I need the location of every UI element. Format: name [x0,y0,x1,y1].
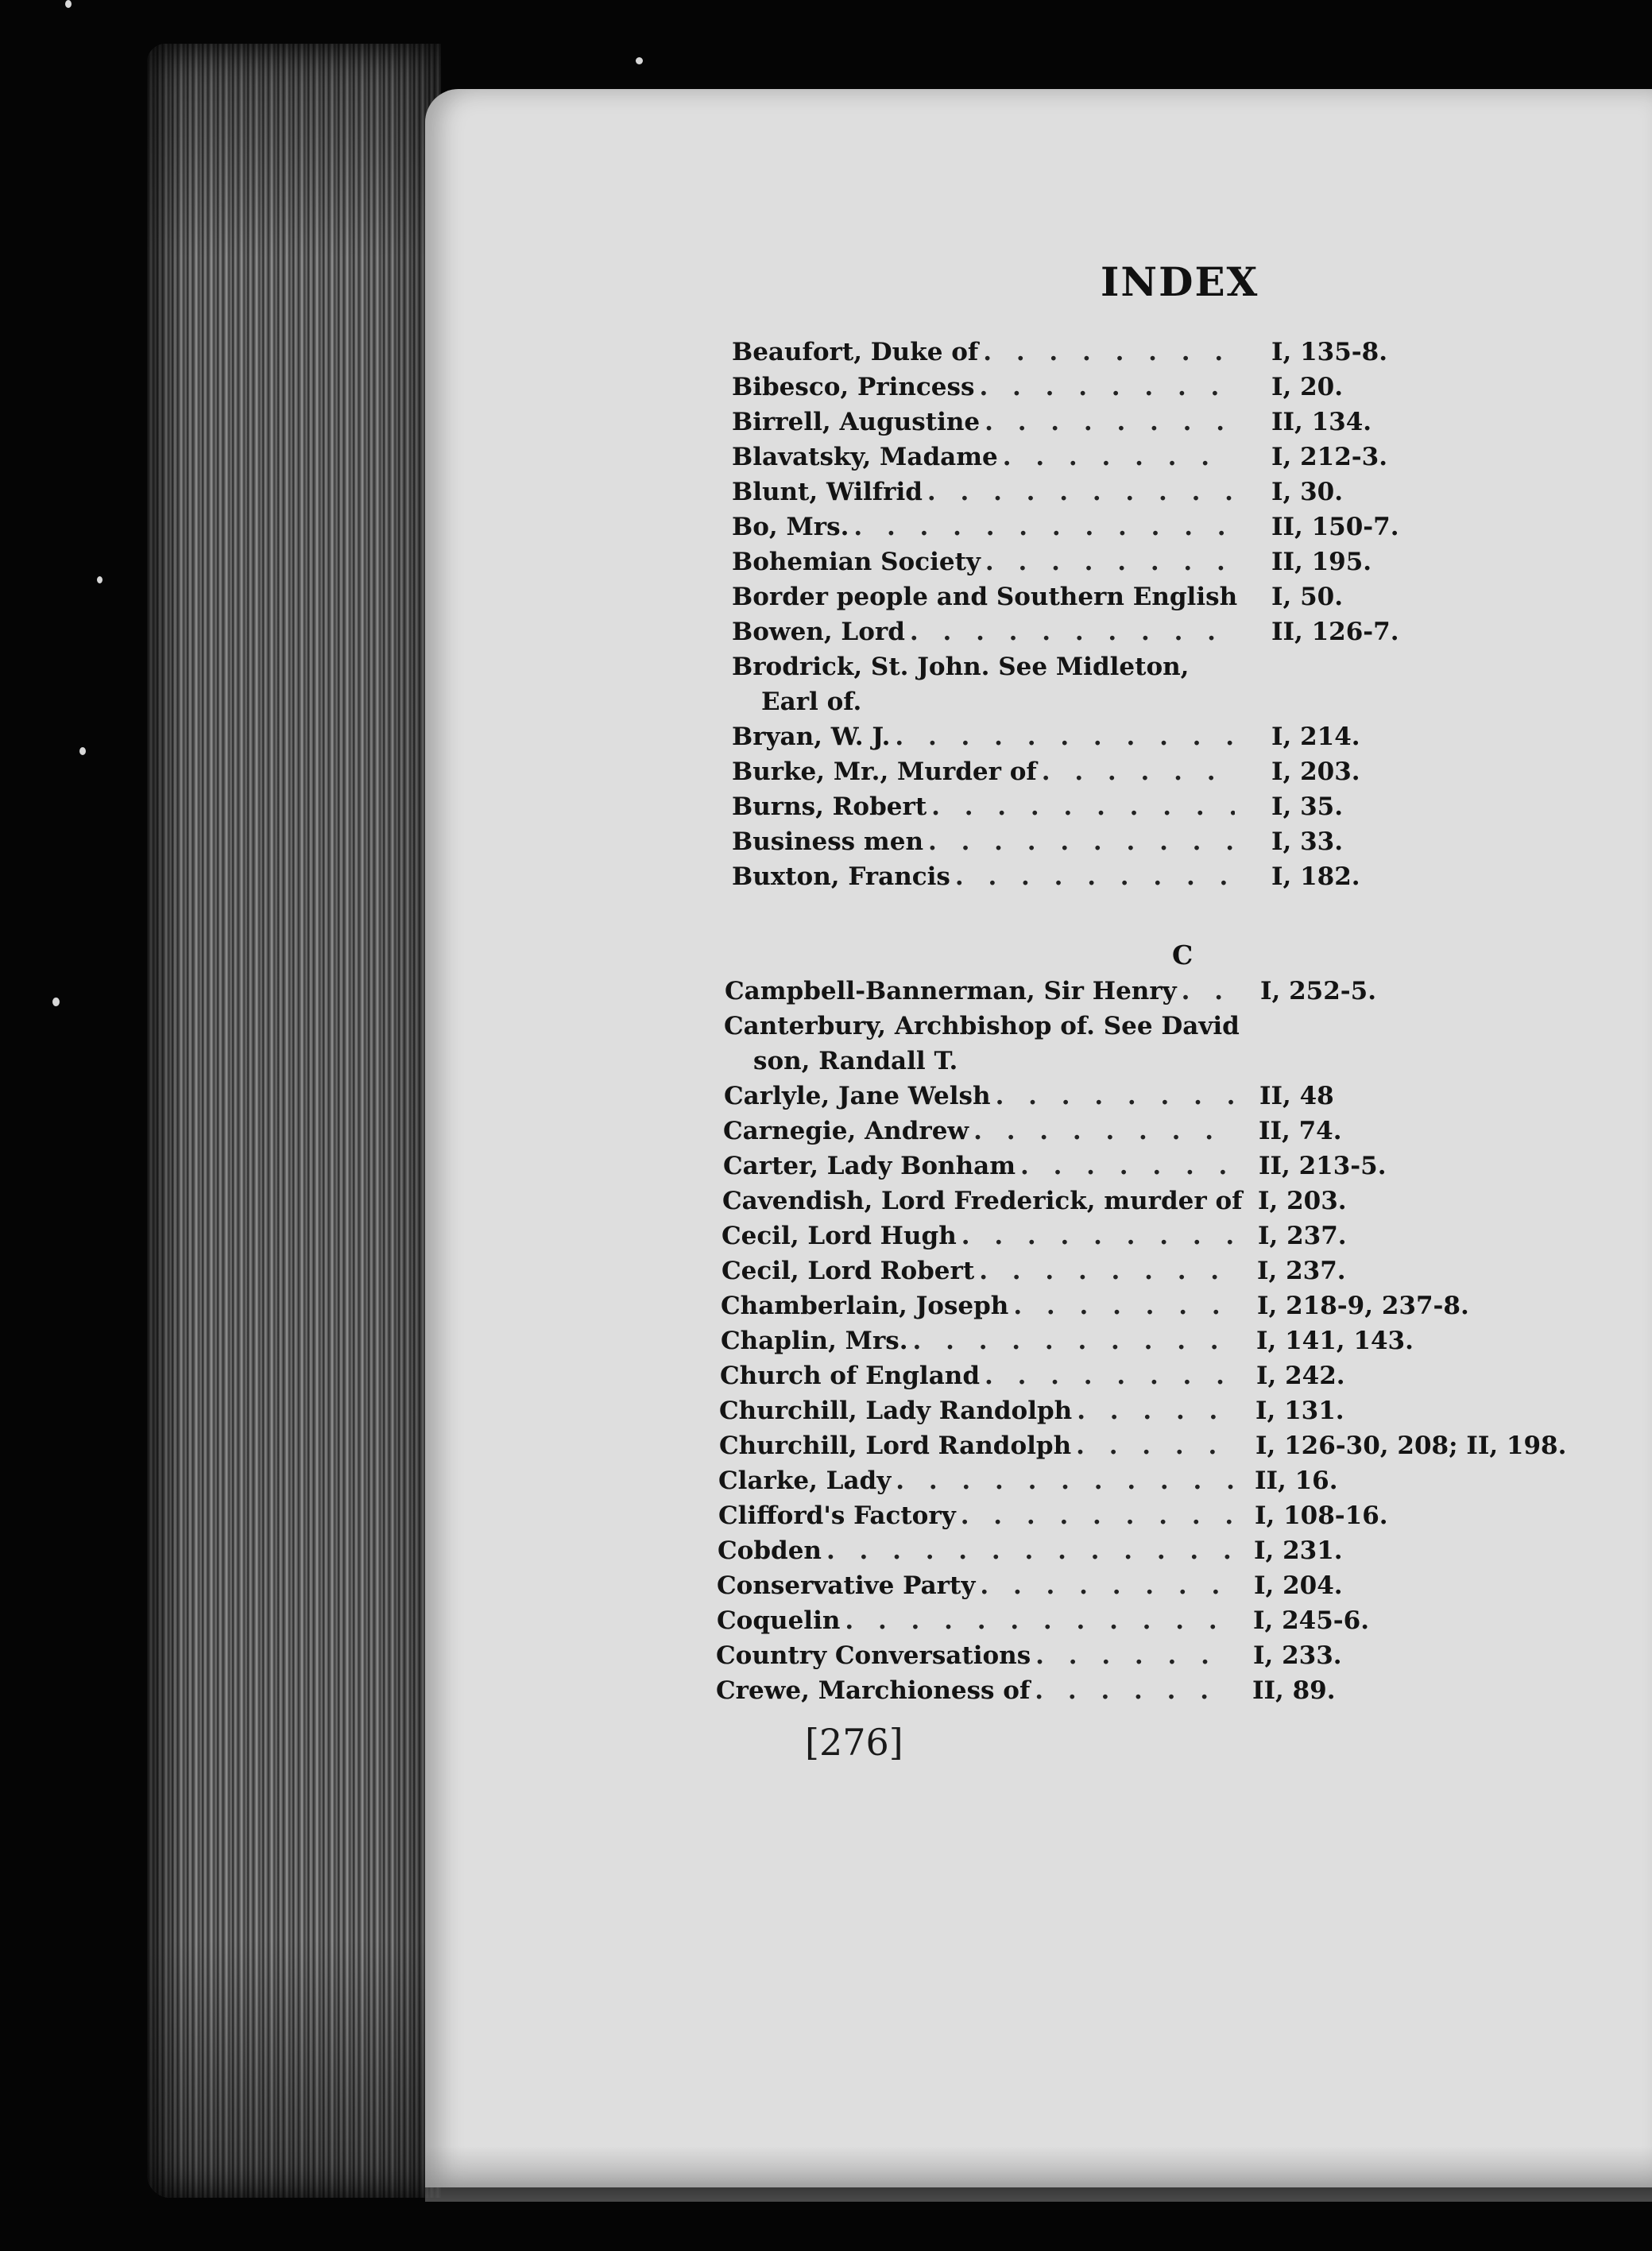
dot-leader [927,480,1235,505]
index-entry-reference: II, 134. [1271,408,1372,436]
dot-leader [973,1119,1235,1144]
index-entry [722,1224,1240,1249]
index-entry [722,1259,1240,1284]
section-letter: C [1172,940,1194,971]
index-entry [719,1434,1240,1459]
dot-leader [1035,1644,1235,1668]
dot-leader [961,1504,1235,1528]
index-entry-reference: I, 141, 143. [1256,1327,1414,1355]
index-entry-name: Coquelin [717,1606,841,1635]
index-entry-reference: I, 131. [1255,1397,1344,1425]
page-title: INDEX [1101,258,1259,305]
index-entry-reference: I, 237. [1257,1257,1346,1285]
index-entry-reference: II, 16. [1255,1466,1338,1495]
index-entry [724,1014,1240,1039]
index-entry-name: Bohemian Society [732,548,981,576]
index-entry-name: Border people and Southern English [732,583,1238,611]
index-entry-reference: II, 150-7. [1271,513,1399,541]
index-entry-reference: I, 108-16. [1255,1501,1388,1530]
index-entry-name: Bryan, W. J. [732,723,891,751]
index-entry [724,1084,1240,1109]
index-entry-reference: I, 33. [1271,827,1344,856]
index-entry-name: Chamberlain, Joseph [721,1292,1009,1320]
index-entry-name: Clifford's Factory [718,1501,956,1530]
dot-leader [979,1259,1235,1284]
dot-leader [985,410,1235,435]
index-entry [716,1676,1240,1705]
index-entry [720,1364,1240,1389]
index-entry-name: Cobden [718,1536,822,1565]
dot-leader [913,1329,1235,1354]
dot-leader [1182,979,1235,1004]
index-entry [718,1536,1240,1565]
index-entry [732,620,1240,645]
index-entry [732,585,1240,610]
index-entry-name: Cecil, Lord Hugh [722,1222,957,1250]
index-entry-reference: I, 233. [1253,1641,1342,1670]
index-entry [721,1329,1240,1354]
dot-leader [895,725,1235,750]
index-entry-name: Blunt, Wilfrid [732,478,923,506]
index-entry [716,1641,1240,1670]
index-entry [721,1294,1240,1319]
dot-leader [1035,1679,1235,1703]
index-entry-name: Campbell-Bannerman, Sir Henry [725,977,1177,1005]
index-entry [732,445,1240,470]
index-entry [732,725,1240,750]
index-entry-reference: I, 231. [1254,1536,1343,1565]
index-entry-reference: II, 89. [1252,1676,1336,1705]
index-entry [732,550,1240,575]
index-entry [732,827,1240,856]
index-entry-name: Beaufort, Duke of [732,338,979,366]
dot-leader [961,1224,1235,1249]
index-entry [732,410,1240,435]
index-entry-reference: I, 30. [1271,478,1344,506]
index-entry-name: Burns, Robert [732,792,927,821]
dot-leader [853,515,1235,540]
index-entry [719,1399,1240,1424]
dot-leader [983,340,1235,365]
dot-leader [910,620,1235,645]
dot-leader [845,1609,1235,1633]
index-entry [725,979,1240,1004]
dot-leader [928,830,1235,854]
index-entry [723,1119,1240,1144]
index-entry [717,1606,1240,1635]
index-entry [732,375,1240,400]
index-entry-name: Churchill, Lord Randolph [719,1432,1072,1460]
dot-leader [1042,760,1235,785]
index-entry-reference: I, 218-9, 237-8. [1257,1292,1469,1320]
index-entry [732,480,1240,505]
index-entry [723,1154,1240,1179]
index-entry-name: Church of England [720,1362,981,1390]
index-entry-reference: I, 204. [1254,1571,1343,1600]
dot-leader [1003,445,1235,470]
dot-leader [979,375,1235,400]
index-entry-reference: I, 242. [1256,1362,1345,1390]
index-entry-name: Carlyle, Jane Welsh [724,1082,991,1110]
dot-leader [980,1574,1235,1598]
index-entry-continuation: son, Randall T. [753,1047,958,1075]
index-entry-reference: II, 195. [1271,548,1372,576]
index-entry [718,1501,1240,1530]
dot-leader [955,865,1235,889]
index-entry [732,792,1240,821]
dot-leader [1077,1399,1235,1424]
index-entry [732,757,1240,786]
index-entry-reference: II, 74. [1259,1117,1342,1145]
index-entry [732,862,1240,891]
index-entry-reference: I, 182. [1271,862,1360,891]
index-entry [732,340,1240,365]
index-entry-name: Crewe, Marchioness of [716,1676,1031,1705]
dot-leader [985,1364,1235,1389]
index-entry-reference: I, 245-6. [1253,1606,1370,1635]
index-entry-reference: I, 126-30, 208; II, 198. [1255,1432,1567,1460]
index-entry-reference: II, 213-5. [1259,1152,1387,1180]
dot-leader [826,1539,1235,1563]
index-entry-reference: I, 237. [1258,1222,1347,1250]
index-entry-name: Burke, Mr., Murder of [732,757,1037,786]
index-entry-name: Conservative Party [717,1571,976,1600]
dot-leader [931,795,1235,819]
index-entry-reference: II, 126-7. [1271,618,1399,646]
index-entry-name: Canterbury, Archbishop of. See David [724,1012,1240,1040]
dot-leader [1013,1294,1235,1319]
index-entry-name: Blavatsky, Madame [732,443,998,471]
index-entry-reference: I, 212-3. [1271,443,1388,471]
index-entry-name: Cavendish, Lord Frederick, murder of [722,1187,1243,1215]
index-entry-name: Churchill, Lady Randolph [719,1397,1073,1425]
index-entry-name: Clarke, Lady [718,1466,892,1495]
index-entry-reference: I, 214. [1271,723,1360,751]
index-entry-reference: I, 203. [1258,1187,1347,1215]
index-entry-reference: I, 50. [1271,583,1344,611]
index-entry [732,655,1189,680]
dot-leader [996,1084,1235,1109]
index-entry [732,515,1240,540]
index-entry-name: Carnegie, Andrew [723,1117,969,1145]
index-entry-name: Country Conversations [716,1641,1031,1670]
index-entry-reference: I, 20. [1271,373,1344,401]
index-entry-reference: I, 135-8. [1271,338,1388,366]
index-entry-name: Bowen, Lord [732,618,905,646]
index-entry [718,1466,1240,1495]
index-entry-reference: I, 252-5. [1260,977,1377,1005]
dot-leader [1020,1154,1235,1179]
index-entry-name: Birrell, Augustine [732,408,981,436]
index-entry [717,1571,1240,1600]
index-entry-name: Business men [732,827,923,856]
dot-leader [896,1469,1235,1494]
index-entry-reference: I, 203. [1271,757,1360,786]
index-entry-name: Chaplin, Mrs. [721,1327,908,1355]
dot-leader [985,550,1235,575]
index-entry-name: Carter, Lady Bonham [723,1152,1016,1180]
index-entry-name: Bo, Mrs. [732,513,849,541]
index-entry [722,1187,1243,1215]
index-entry-continuation: Earl of. [761,688,862,716]
index-entry-name: Buxton, Francis [732,862,950,891]
index-entry-reference: II, 48 [1259,1082,1334,1110]
index-entry-name: Cecil, Lord Robert [722,1257,975,1285]
index-entry-reference: I, 35. [1271,792,1344,821]
index-entry-name: Brodrick, St. John. See Midleton, [732,653,1190,681]
dot-leader [1076,1434,1235,1459]
page-number: [276] [805,1721,903,1764]
index-entry-name: Bibesco, Princess [732,373,975,401]
